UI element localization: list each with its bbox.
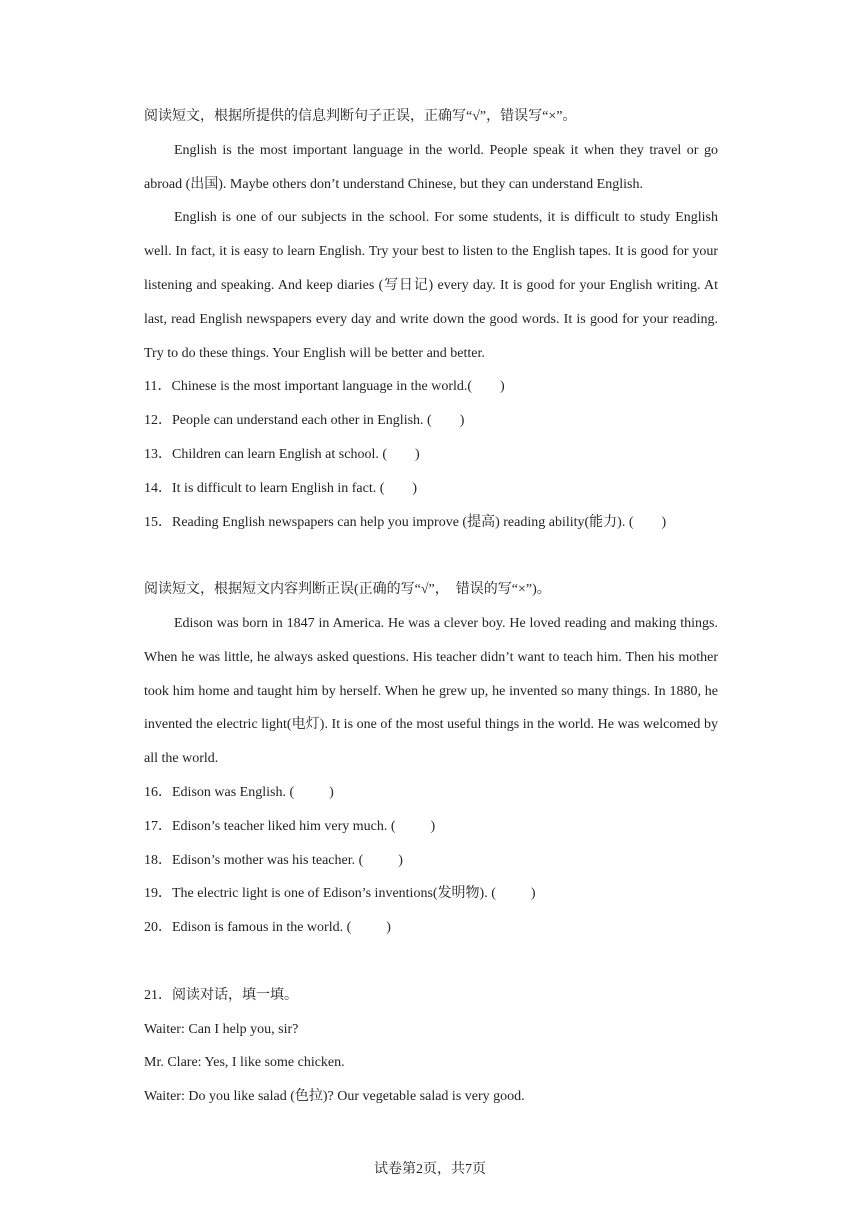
- question-19: 19．The electric light is one of Edison’s inventions(发明物). ( ): [144, 886, 536, 902]
- question-11: 11．Chinese is the most important language in the world.( ): [144, 379, 505, 395]
- section2-paragraph: Edison was born in 1847 in America. He was a clever boy. He loved reading and making things. When he was little, he always asked questions. His teacher didn’t want to teach him. Then his mother took him home and taught him by herself. When he grew up, he invented so many things. In 1880, he invented the electric light(电灯). It is one of the most useful things in the world. He was welcomed by all the world.: [144, 615, 722, 767]
- dialogue-line-3: Waiter: Do you like salad (色拉)? Our vegetable salad is very good.: [144, 1089, 525, 1105]
- dialogue-line-1: Waiter: Can I help you, sir?: [144, 1021, 299, 1037]
- section3-instruction: 21．阅读对话，填一填。: [144, 987, 298, 1003]
- question-14: 14．It is difficult to learn English in fact. ( ): [144, 480, 418, 496]
- question-18: 18．Edison’s mother was his teacher. ( ): [144, 852, 403, 868]
- section1-paragraph-2: English is one of our subjects in the school. For some students, it is difficult to study English well. In fact, it is easy to learn English. Try your best to listen to the English tapes. It is good for your listening and speaking. And keep diaries (写日记) every day. It is good for your English writing. At last, read English newspapers every day and write down the good words. It is good for your reading. Try to do these things. Your English will be better and better.: [144, 210, 722, 361]
- question-20: 20．Edison is famous in the world. ( ): [144, 920, 391, 936]
- question-12: 12．People can understand each other in English. ( ): [144, 413, 465, 429]
- question-13: 13．Children can learn English at school. ( ): [144, 446, 420, 462]
- section2-instruction: 阅读短文，根据短文内容判断正误(正确的写“√”， 错误的写“×”)。: [144, 582, 551, 598]
- section1-paragraph-1: English is the most important language in the world. People speak it when they travel or go abroad (出国). Maybe others don’t understand Chinese, but they can understand English.: [144, 142, 722, 192]
- question-17: 17．Edison’s teacher liked him very much. ( ): [144, 818, 436, 834]
- page-footer: 试卷第2页，共7页: [374, 1162, 486, 1177]
- section1-instruction: 阅读短文，根据所提供的信息判断句子正误，正确写“√”，错误写“×”。: [144, 109, 577, 124]
- question-16: 16．Edison was English. ( ): [144, 784, 334, 800]
- question-15: 15．Reading English newspapers can help you improve (提高) reading ability(能力). ( ): [144, 514, 667, 530]
- section-spacer: [144, 539, 718, 573]
- section-spacer: [144, 945, 718, 979]
- content-column: [144, 100, 722, 1114]
- dialogue-line-2: Mr. Clare: Yes, I like some chicken.: [144, 1055, 345, 1071]
